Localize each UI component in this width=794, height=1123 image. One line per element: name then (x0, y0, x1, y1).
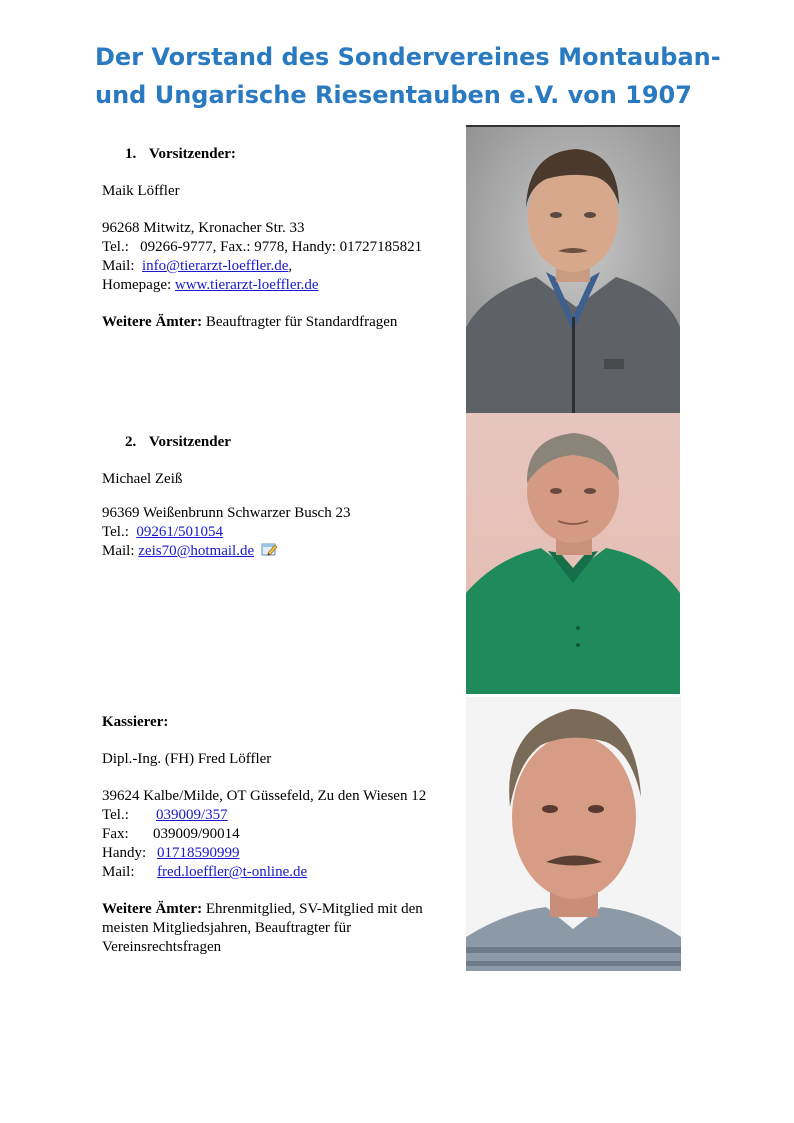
member-fax-line (102, 825, 462, 844)
tel-label: Tel.: (102, 524, 129, 540)
tel-label: Tel.: (102, 807, 129, 823)
member-phone-line (102, 523, 462, 542)
handy-label: Handy: (102, 845, 147, 861)
member-treasurer (102, 713, 462, 957)
member-number: 2. (125, 434, 137, 450)
member-role: Vorsitzender (149, 434, 231, 450)
member-mail-line (102, 863, 462, 882)
tel-link[interactable]: 039009/357 (156, 807, 228, 823)
mail-link[interactable]: fred.loeffler@t-online.de (157, 864, 308, 880)
member-name: Dipl.-Ing. (FH) Fred Löffler (102, 751, 272, 767)
member-number: 1. (125, 146, 137, 162)
title-line-2: und Ungarische Riesentauben e.V. von 1907 (95, 81, 692, 109)
photo-treasurer (466, 697, 681, 971)
member-second-chairman (102, 433, 462, 561)
mail-label: Mail: (102, 543, 135, 559)
member-address: 39624 Kalbe/Milde, OT Güssefeld, Zu den Wiesen 12 (102, 788, 427, 804)
duties-text: Ehrenmitglied, SV-Mitglied mit den meisten Mitgliedsjahren, Beauftragter für Vereinsrechtsfragen (102, 901, 423, 955)
title-line-1: Der Vorstand des Sondervereines Montauban- (95, 43, 721, 71)
homepage-link[interactable]: www.tierarzt-loeffler.de (174, 277, 319, 293)
duties-label: Weitere Ämter: (102, 901, 203, 917)
member-name: Maik Löffler (102, 183, 180, 199)
mail-link[interactable]: zeis70@hotmail.de (138, 543, 255, 559)
member-first-chairman (102, 145, 462, 332)
member-address: 96268 Mitwitz, Kronacher Str. 33 (102, 220, 305, 236)
member-phone-line: Tel.: 09266-9777, Fax.: 9778, Handy: 01727185821 (102, 239, 423, 255)
mail-label: Mail: (102, 258, 135, 274)
fax-label: Fax: (102, 826, 129, 842)
tel-link[interactable]: 09261/501054 (136, 524, 224, 540)
fax-value: 039009/90014 (153, 826, 240, 842)
mail-link[interactable]: info@tierarzt-loeffler.de (142, 258, 289, 274)
member-homepage-line (102, 276, 462, 295)
member-duties (102, 900, 462, 957)
member-heading (102, 145, 462, 164)
homepage-label: Homepage: (102, 277, 172, 293)
member-name: Michael Zeiß (102, 471, 183, 487)
duties-label: Weitere Ämter: (102, 314, 203, 330)
photo-first-chairman (466, 125, 680, 415)
member-duties (102, 313, 462, 332)
member-role: Kassierer: (102, 714, 169, 730)
page-title (95, 38, 735, 114)
handy-link[interactable]: 01718590999 (157, 845, 240, 861)
member-mail-line (102, 542, 462, 561)
member-mail-line: Mail: info@tierarzt-loeffler.de, (102, 258, 293, 274)
member-mobile-line (102, 844, 462, 863)
member-address: 96369 Weißenbrunn Schwarzer Busch 23 (102, 505, 351, 521)
member-heading (102, 433, 462, 452)
member-phone-line (102, 806, 462, 825)
edit-icon[interactable] (261, 542, 278, 557)
duties-text: Beauftragter für Standardfragen (205, 314, 398, 330)
member-role: Vorsitzender: (149, 146, 236, 162)
mail-label: Mail: (102, 864, 135, 880)
photo-second-chairman (466, 413, 680, 694)
